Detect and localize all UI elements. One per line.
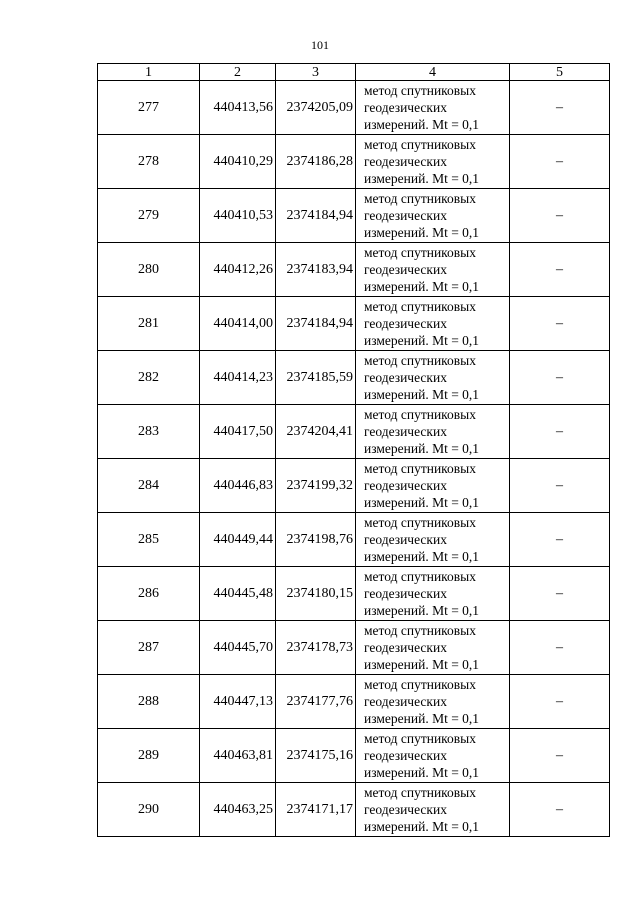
x-coordinate-cell: 440449,44 bbox=[200, 513, 276, 567]
method-cell bbox=[356, 405, 510, 459]
method-line-2: геодезических bbox=[364, 154, 447, 169]
method-line-2: геодезических bbox=[364, 262, 447, 277]
table-row bbox=[98, 81, 610, 135]
method-line-2: геодезических bbox=[364, 694, 447, 709]
y-coordinate-cell: 2374185,59 bbox=[276, 351, 356, 405]
page-number: 101 bbox=[311, 38, 329, 52]
coordinates-table bbox=[97, 63, 610, 837]
table-row bbox=[98, 135, 610, 189]
method-line-3: измерений. Mt = 0,1 bbox=[364, 549, 480, 564]
table-row bbox=[98, 459, 610, 513]
point-number-cell: 279 bbox=[98, 189, 200, 243]
method-cell bbox=[356, 567, 510, 621]
method-line-3: измерений. Mt = 0,1 bbox=[364, 765, 480, 780]
note-cell: – bbox=[510, 567, 610, 621]
method-line-2: геодезических bbox=[364, 586, 447, 601]
method-line-2: геодезических bbox=[364, 208, 447, 223]
table-body bbox=[98, 81, 610, 837]
method-cell bbox=[356, 729, 510, 783]
method-cell bbox=[356, 351, 510, 405]
method-line-1: метод спутниковых bbox=[364, 137, 476, 152]
note-cell: – bbox=[510, 459, 610, 513]
point-number-cell: 277 bbox=[98, 81, 200, 135]
x-coordinate-cell: 440445,70 bbox=[200, 621, 276, 675]
method-line-2: геодезических bbox=[364, 748, 447, 763]
method-cell bbox=[356, 621, 510, 675]
method-line-1: метод спутниковых bbox=[364, 785, 476, 800]
method-line-2: геодезических bbox=[364, 370, 447, 385]
method-line-1: метод спутниковых bbox=[364, 569, 476, 584]
table-row bbox=[98, 351, 610, 405]
method-line-2: геодезических bbox=[364, 100, 447, 115]
table-row bbox=[98, 675, 610, 729]
point-number-cell: 278 bbox=[98, 135, 200, 189]
method-line-1: метод спутниковых bbox=[364, 299, 476, 314]
method-line-1: метод спутниковых bbox=[364, 515, 476, 530]
x-coordinate-cell: 440414,23 bbox=[200, 351, 276, 405]
column-header-2: 2 bbox=[200, 64, 276, 81]
method-cell bbox=[356, 513, 510, 567]
method-line-2: геодезических bbox=[364, 532, 447, 547]
y-coordinate-cell: 2374205,09 bbox=[276, 81, 356, 135]
y-coordinate-cell: 2374184,94 bbox=[276, 189, 356, 243]
table-row bbox=[98, 189, 610, 243]
method-line-3: измерений. Mt = 0,1 bbox=[364, 711, 480, 726]
method-line-1: метод спутниковых bbox=[364, 245, 476, 260]
point-number-cell: 289 bbox=[98, 729, 200, 783]
method-cell bbox=[356, 783, 510, 837]
table-row bbox=[98, 297, 610, 351]
point-number-cell: 281 bbox=[98, 297, 200, 351]
point-number-cell: 285 bbox=[98, 513, 200, 567]
method-cell bbox=[356, 135, 510, 189]
y-coordinate-cell: 2374177,76 bbox=[276, 675, 356, 729]
table-row bbox=[98, 783, 610, 837]
note-cell: – bbox=[510, 621, 610, 675]
table-row bbox=[98, 405, 610, 459]
x-coordinate-cell: 440446,83 bbox=[200, 459, 276, 513]
method-line-1: метод спутниковых bbox=[364, 353, 476, 368]
table-row bbox=[98, 513, 610, 567]
note-cell: – bbox=[510, 513, 610, 567]
method-line-2: геодезических bbox=[364, 478, 447, 493]
method-line-3: измерений. Mt = 0,1 bbox=[364, 225, 480, 240]
y-coordinate-cell: 2374198,76 bbox=[276, 513, 356, 567]
note-cell: – bbox=[510, 243, 610, 297]
note-cell: – bbox=[510, 297, 610, 351]
method-line-1: метод спутниковых bbox=[364, 623, 476, 638]
point-number-cell: 282 bbox=[98, 351, 200, 405]
method-line-1: метод спутниковых bbox=[364, 461, 476, 476]
table-header bbox=[98, 64, 610, 81]
y-coordinate-cell: 2374186,28 bbox=[276, 135, 356, 189]
point-number-cell: 284 bbox=[98, 459, 200, 513]
method-cell bbox=[356, 243, 510, 297]
y-coordinate-cell: 2374175,16 bbox=[276, 729, 356, 783]
note-cell: – bbox=[510, 81, 610, 135]
y-coordinate-cell: 2374178,73 bbox=[276, 621, 356, 675]
x-coordinate-cell: 440463,25 bbox=[200, 783, 276, 837]
method-line-3: измерений. Mt = 0,1 bbox=[364, 387, 480, 402]
method-line-3: измерений. Mt = 0,1 bbox=[364, 495, 480, 510]
method-cell bbox=[356, 189, 510, 243]
point-number-cell: 283 bbox=[98, 405, 200, 459]
method-line-1: метод спутниковых bbox=[364, 677, 476, 692]
point-number-cell: 288 bbox=[98, 675, 200, 729]
x-coordinate-cell: 440417,50 bbox=[200, 405, 276, 459]
note-cell: – bbox=[510, 729, 610, 783]
note-cell: – bbox=[510, 783, 610, 837]
y-coordinate-cell: 2374184,94 bbox=[276, 297, 356, 351]
method-line-3: измерений. Mt = 0,1 bbox=[364, 171, 480, 186]
x-coordinate-cell: 440410,29 bbox=[200, 135, 276, 189]
method-line-2: геодезических bbox=[364, 424, 447, 439]
x-coordinate-cell: 440413,56 bbox=[200, 81, 276, 135]
method-line-3: измерений. Mt = 0,1 bbox=[364, 603, 480, 618]
method-line-3: измерений. Mt = 0,1 bbox=[364, 279, 480, 294]
column-header-4: 4 bbox=[356, 64, 510, 81]
point-number-cell: 290 bbox=[98, 783, 200, 837]
y-coordinate-cell: 2374183,94 bbox=[276, 243, 356, 297]
x-coordinate-cell: 440412,26 bbox=[200, 243, 276, 297]
method-cell bbox=[356, 459, 510, 513]
note-cell: – bbox=[510, 351, 610, 405]
point-number-cell: 287 bbox=[98, 621, 200, 675]
x-coordinate-cell: 440447,13 bbox=[200, 675, 276, 729]
point-number-cell: 280 bbox=[98, 243, 200, 297]
method-cell bbox=[356, 297, 510, 351]
method-line-1: метод спутниковых bbox=[364, 731, 476, 746]
note-cell: – bbox=[510, 405, 610, 459]
method-line-3: измерений. Mt = 0,1 bbox=[364, 819, 480, 834]
method-line-1: метод спутниковых bbox=[364, 83, 476, 98]
note-cell: – bbox=[510, 189, 610, 243]
table-row bbox=[98, 729, 610, 783]
method-line-1: метод спутниковых bbox=[364, 191, 476, 206]
x-coordinate-cell: 440463,81 bbox=[200, 729, 276, 783]
method-line-3: измерений. Mt = 0,1 bbox=[364, 657, 480, 672]
method-line-3: измерений. Mt = 0,1 bbox=[364, 441, 480, 456]
y-coordinate-cell: 2374171,17 bbox=[276, 783, 356, 837]
header-row bbox=[98, 64, 610, 81]
y-coordinate-cell: 2374204,41 bbox=[276, 405, 356, 459]
x-coordinate-cell: 440414,00 bbox=[200, 297, 276, 351]
column-header-5: 5 bbox=[510, 64, 610, 81]
note-cell: – bbox=[510, 675, 610, 729]
table-row bbox=[98, 243, 610, 297]
method-line-1: метод спутниковых bbox=[364, 407, 476, 422]
method-line-2: геодезических bbox=[364, 640, 447, 655]
x-coordinate-cell: 440445,48 bbox=[200, 567, 276, 621]
y-coordinate-cell: 2374180,15 bbox=[276, 567, 356, 621]
x-coordinate-cell: 440410,53 bbox=[200, 189, 276, 243]
column-header-3: 3 bbox=[276, 64, 356, 81]
method-line-2: геодезических bbox=[364, 802, 447, 817]
method-cell bbox=[356, 675, 510, 729]
note-cell: – bbox=[510, 135, 610, 189]
point-number-cell: 286 bbox=[98, 567, 200, 621]
method-line-2: геодезических bbox=[364, 316, 447, 331]
table-row bbox=[98, 567, 610, 621]
method-cell bbox=[356, 81, 510, 135]
method-line-3: измерений. Mt = 0,1 bbox=[364, 333, 480, 348]
table-row bbox=[98, 621, 610, 675]
column-header-1: 1 bbox=[98, 64, 200, 81]
y-coordinate-cell: 2374199,32 bbox=[276, 459, 356, 513]
method-line-3: измерений. Mt = 0,1 bbox=[364, 117, 480, 132]
